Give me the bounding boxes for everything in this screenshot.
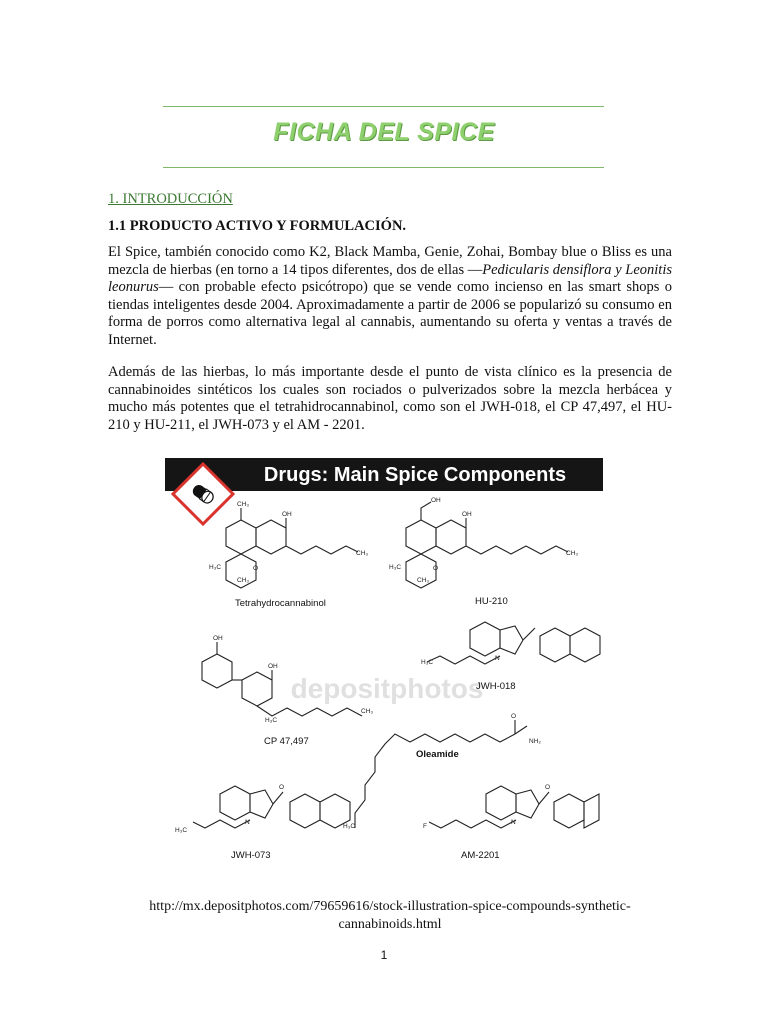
atom-label: OH <box>282 511 292 518</box>
compound-label-oleamide: Oleamide <box>416 749 459 760</box>
paragraph-cannabinoids: Además de las hierbas, lo más importante desde el punto de vista clínico es la presencia de cannabinoides sintéticos los cuales son rociados o pulverizados sobre la mezcla herbácea y mucho más potentes que el tetrahidrocannabinol, como son el JWH-018, el CP 47,497, el HU-210 y HU-211, el JWH-073 y el AM - 2201. <box>108 364 672 433</box>
compound-label-jwh018: JWH-018 <box>476 681 516 692</box>
watermark-text: depositphotos <box>290 673 484 704</box>
compound-label-am2201: AM-2201 <box>461 850 500 861</box>
atom-label: CH₃ <box>356 550 369 557</box>
paragraph-intro-text-b: — con probable efecto psicótropo) que se vende como incienso en las smart shops o tiendas inteligentes desde 2004. Aproximadamente a partir de 2006 se popularizó su consumo en forma de porros como alternativa legal al cannabis, aumentando su oferta y ventas a través de Internet. <box>108 279 672 348</box>
atom-label: F <box>423 823 427 830</box>
atom-label: O <box>511 713 517 720</box>
atom-label: H₃C <box>389 564 402 571</box>
atom-label: NH₂ <box>529 738 541 745</box>
source-url-line2: cannabinoids.html <box>338 917 442 932</box>
atom-label: CH₃ <box>417 577 430 584</box>
figure-banner-title: Drugs: Main Spice Components <box>263 464 567 486</box>
paragraph-intro <box>108 244 672 350</box>
atom-label: O <box>253 565 259 572</box>
atom-label: OH <box>462 511 472 518</box>
compound-label-thc: Tetrahydrocannabinol <box>235 598 326 609</box>
document-title: FICHA DEL SPICE <box>273 118 495 146</box>
source-url-line1: http://mx.depositphotos.com/79659616/stock-illustration-spice-compounds-synthetic- <box>149 899 631 914</box>
atom-label: O <box>279 784 285 791</box>
atom-label: H₃C <box>175 827 188 834</box>
section-heading: 1. INTRODUCCIÓN <box>108 191 233 207</box>
page-number: 1 <box>380 948 388 962</box>
atom-label: CH₃ <box>361 708 374 715</box>
compound-label-jwh073: JWH-073 <box>231 850 271 861</box>
paragraph-intro-species: Pedicularis densiflora y Leonitis leonurus <box>108 261 672 296</box>
title-rule-bottom <box>163 167 604 168</box>
compound-label-hu210: HU-210 <box>475 596 508 607</box>
spice-components-figure <box>165 458 603 874</box>
paragraph-intro-text-a: El Spice, también conocido como K2, Black Mamba, Genie, Zohai, Bombay blue o Bliss es una mezcla de hierbas (en torno a 14 tipos diferentes, dos de ellas — <box>108 244 672 278</box>
atom-label: N <box>495 655 500 662</box>
atom-label: H₃C <box>343 823 356 830</box>
atom-label: OH <box>431 497 441 504</box>
title-rule-top <box>163 106 604 107</box>
figure-source-citation <box>108 898 672 934</box>
atom-label: CH₃ <box>566 550 579 557</box>
atom-label: CH₃ <box>237 501 250 508</box>
atom-label: O <box>433 565 439 572</box>
atom-label: H₃C <box>265 717 278 724</box>
atom-label: O <box>545 784 551 791</box>
compound-label-cp47497: CP 47,497 <box>264 736 309 747</box>
atom-label: N <box>245 819 250 826</box>
subsection-heading: 1.1 PRODUCTO ACTIVO Y FORMULACIÓN. <box>108 218 407 234</box>
atom-label: CH₃ <box>237 577 250 584</box>
atom-label: OH <box>268 663 278 670</box>
atom-label: H₃C <box>421 659 434 666</box>
atom-label: H₃C <box>209 564 222 571</box>
atom-label: OH <box>213 635 223 642</box>
atom-label: N <box>511 819 516 826</box>
